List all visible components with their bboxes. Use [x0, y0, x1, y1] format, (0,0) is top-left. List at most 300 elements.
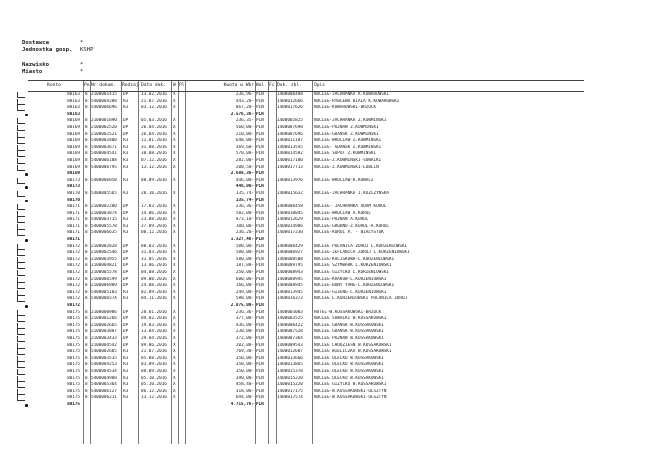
cell-zbl: 1400017180 [277, 157, 303, 163]
table-row [28, 323, 584, 330]
cell-kwota: 236,35- [235, 118, 254, 124]
cell-kwota: 100,00- [235, 223, 254, 229]
cell-wal: PLN [256, 230, 264, 236]
cell-data: 19.03.2016 [141, 322, 167, 328]
cell-zbl: 1400012666 [277, 98, 303, 104]
cell-zbl: 1400008508 [277, 256, 303, 262]
tick-mark [17, 323, 24, 329]
cell-data: 27.09.2016 [141, 223, 167, 229]
cell-po: 8 [85, 329, 88, 335]
cell-konto: 80172 [67, 263, 80, 269]
cell-po: 8 [85, 296, 88, 302]
cell-konto: 80175 [67, 309, 80, 315]
cell-wal: PLN [256, 197, 264, 203]
cell-konto: 80175 [67, 335, 80, 341]
cell-zbl: 1400009795 [277, 263, 303, 269]
cell-rodzaj: R3 [123, 289, 129, 295]
cell-konto: 80173 [67, 177, 80, 183]
cell-po: 8 [85, 289, 88, 295]
tick-mark [17, 211, 24, 217]
cell-po: 8 [85, 164, 88, 170]
cell-zbl: 1400012607 [277, 349, 303, 355]
table-row [28, 145, 584, 152]
cell-rodzaj: DP [123, 243, 129, 249]
cell-kwota: 588,00- [235, 296, 254, 302]
cell-nr: 2100001266 [91, 316, 117, 322]
cell-opis: NOCLEG-W.KOSSAKOWSKI-OLSZTYN [314, 395, 387, 401]
cell-rodzaj: DP [123, 204, 129, 210]
cell-po: 8 [85, 190, 88, 196]
cell-rodzaj: R3 [123, 190, 129, 196]
table-row [28, 244, 584, 251]
cell-kwota: 350,00- [235, 368, 254, 374]
cell-data: 31.03.2016 [141, 250, 167, 256]
header-line-supplier: Dostawca * [22, 40, 84, 46]
cell-w: X [173, 250, 176, 256]
cell-rodzaj: DP [123, 283, 129, 289]
cell-konto: 80172 [67, 296, 80, 302]
cell-rodzaj: DP [123, 276, 129, 282]
cell-zbl: 1400015220 [277, 382, 303, 388]
cell-konto: 80171 [67, 223, 80, 229]
cell-opis: NOCLEG-POZNAN Z.KOWMINSKI [314, 124, 379, 130]
cell-rodzaj: DP [123, 342, 129, 348]
cell-wal: PLN [256, 322, 264, 328]
cell-po: 8 [85, 335, 88, 341]
cell-wal: PLN [256, 256, 264, 262]
subtotal-row [28, 184, 584, 191]
cell-nr: 2100001415 [91, 92, 117, 97]
cell-nr: 5400004534 [91, 368, 117, 374]
cell-kwota: 446,00- [235, 177, 254, 183]
cell-nr: 5400003715 [91, 217, 117, 223]
cell-rodzaj: R3 [123, 223, 129, 229]
cell-data: 03.12.2016 [141, 105, 167, 111]
table-row [28, 263, 584, 270]
cell-kwota: 282,00- [235, 157, 254, 163]
cell-zbl: 1400005825 [277, 118, 303, 124]
cell-rodzaj: DP [123, 270, 129, 276]
cell-nr: 2100003074 [91, 210, 117, 216]
table-row [28, 211, 584, 218]
cell-wal: PLN [256, 243, 264, 249]
cell-w: X [173, 289, 176, 295]
cell-po: 8 [85, 223, 88, 229]
cell-zbl: 1400006927 [277, 250, 303, 256]
cell-po: 8 [85, 105, 88, 111]
table-row [28, 250, 584, 257]
cell-rodzaj: DP [123, 263, 129, 269]
column-header-opis: Opis [314, 83, 326, 88]
cell-opis: NOCLEG OLECKO W.KOSSAKOWSKI [314, 362, 384, 368]
tick-mark [17, 250, 24, 256]
cell-opis: NOCLEG OLECKO W.KOSSAKOWSKI [314, 355, 384, 361]
cell-data: 26.04.2016 [141, 124, 167, 130]
table-row [28, 105, 584, 112]
cell-zbl: 1400017574 [277, 395, 303, 401]
cell-kwota: 560,00- [235, 124, 254, 130]
cell-w: X [173, 124, 176, 130]
cell-zbl: 1400013545 [277, 144, 303, 150]
cell-zbl: 1400013976 [277, 177, 303, 183]
column-header-wal: Wal [256, 83, 265, 88]
cell-konto: 80172 [67, 289, 80, 295]
cell-data: 09.02.2016 [141, 316, 167, 322]
cell-po: 8 [85, 349, 88, 355]
cell-data: 05.03.2016 [141, 118, 167, 124]
cell-konto: 80171 [67, 204, 80, 210]
cell-rodzaj: DP [123, 210, 129, 216]
tick-mark [17, 296, 24, 302]
cell-konto: 80175 [67, 342, 80, 348]
column-header-po: Po [84, 83, 90, 88]
cell-kwota: 135,74- [235, 197, 254, 203]
cell-data: 04.11.2016 [141, 296, 167, 302]
table-row [28, 283, 584, 290]
cell-rodzaj: R3 [123, 230, 129, 236]
cell-po: 8 [85, 270, 88, 276]
cell-nr: 2100000986 [91, 309, 117, 315]
cell-konto: 80170 [67, 190, 80, 196]
cell-konto: 80172 [67, 243, 80, 249]
tick-mark [17, 151, 24, 157]
cell-nr: 2100002828 [91, 243, 117, 249]
cell-rodzaj: R3 [123, 98, 129, 104]
cell-wal: PLN [256, 217, 264, 223]
cell-zbl: 1400007696 [277, 131, 303, 137]
tick-mark [17, 277, 24, 283]
cell-zbl: 1400013666 [277, 355, 303, 361]
cell-wal: PLN [256, 98, 264, 104]
cell-konto: 80163 [67, 98, 80, 104]
cell-konto: 80175 [67, 316, 80, 322]
cell-opis: NOCLEG WIELICZKA W.KOSSAKOWSKI [314, 349, 392, 355]
cell-nr: 5400002800 [91, 138, 117, 144]
cell-zbl: 1400008945 [277, 276, 303, 282]
cell-w: X [173, 144, 176, 150]
cell-data: 29.04.2016 [141, 335, 167, 341]
cell-wal: PLN [256, 184, 264, 190]
column-header-nr: Nr dokum. [91, 83, 116, 88]
cell-kwota: 230,00- [235, 329, 254, 335]
cell-w: X [173, 243, 176, 249]
cell-zbl: 1400006422 [277, 322, 303, 328]
cell-wal: PLN [256, 118, 264, 124]
cell-rodzaj: R3 [123, 349, 129, 355]
tick-mark [17, 230, 24, 236]
cell-nr: 5400004988 [91, 375, 117, 381]
cell-po: 8 [85, 263, 88, 269]
cell-konto: 80172 [67, 283, 80, 289]
cell-rodzaj: R3 [123, 138, 129, 144]
cell-data: 02.09.2016 [141, 289, 167, 295]
header-line-surname: Nazwisko * [22, 62, 84, 68]
cell-zbl: 1400013865 [277, 362, 303, 368]
cell-nr: 2100002280 [91, 204, 117, 210]
cell-kwota: 390,00- [235, 375, 254, 381]
cell-data: 05.08.2016 [141, 355, 167, 361]
cell-opis: NOCLEG L.KORZENIOWSKI POLANICA ZDROJ [314, 296, 408, 302]
cell-rodzaj: R3 [123, 164, 129, 170]
cell-w: X [173, 131, 176, 137]
cell-konto: 80175 [67, 375, 80, 381]
cell-opis: NOCLEG-WROCLAW Z.KOWMINSKI [314, 138, 382, 144]
column-header-data: Data dok. [141, 83, 166, 88]
cell-po: 8 [85, 98, 88, 104]
cell-kwota: 236,36- [235, 309, 254, 315]
cell-opis: NOCLEG-WROCLAW-K.KOWACZ [314, 177, 374, 183]
cell-data: 24.08.2016 [141, 283, 167, 289]
tick-mark [17, 132, 24, 138]
tick-mark [17, 92, 24, 98]
cell-zbl: 1400015220 [277, 375, 303, 381]
cell-po: 8 [85, 368, 88, 374]
cell-konto: 80169 [67, 144, 80, 150]
cell-wal: PLN [256, 204, 264, 210]
cell-kwota: 570,00- [235, 151, 254, 157]
table-row [28, 362, 584, 369]
cell-konto: 80175 [67, 329, 80, 335]
cell-w: X [173, 316, 176, 322]
tick-mark [17, 204, 24, 210]
cell-nr: 2100004542 [91, 342, 117, 348]
cell-opis: HOTEL-W.KOSSAKOWSKI-BRZOCK [314, 309, 382, 315]
cell-konto: 80169 [67, 124, 80, 130]
cell-rodzaj: DP [123, 335, 129, 341]
cell-nr: 5400006211 [91, 395, 117, 401]
column-header-fc: Fc [269, 83, 275, 88]
cell-wal: PLN [256, 296, 264, 302]
cell-zbl: 1400012629 [277, 217, 303, 223]
cell-data: 08.12.2016 [141, 230, 167, 236]
cell-nr: 5400006050 [91, 177, 117, 183]
cell-w: X [173, 98, 176, 104]
cell-konto: 80169 [67, 164, 80, 170]
cell-kwota: 377,00- [235, 316, 254, 322]
cell-data: 11.01.2016 [141, 138, 167, 144]
cell-zbl: 1400013945 [277, 289, 303, 295]
cell-w: X [173, 223, 176, 229]
subtotal-row [28, 402, 584, 409]
tick-mark [17, 336, 24, 342]
line-items-table [28, 80, 584, 409]
table-row [28, 369, 584, 376]
cell-po: 8 [85, 144, 88, 150]
cell-po: 8 [85, 118, 88, 124]
cell-rodzaj: R3 [123, 144, 129, 150]
tick-mark [17, 310, 24, 316]
cell-wal: PLN [256, 105, 264, 111]
cell-opis: NOCLEG OLECKO W.KOSSAKOWSKI [314, 375, 384, 381]
cell-kwota: 582,00- [235, 210, 254, 216]
cell-konto: 80169 [67, 138, 80, 144]
cell-opis: NOCLEG GIZYCKO W.KOSSAKOWSKI [314, 382, 387, 388]
cell-konto: 80171 [67, 210, 80, 216]
tick-mark [17, 270, 24, 276]
cell-rodzaj: R3 [123, 362, 129, 368]
tick-mark [17, 165, 24, 171]
table-row [28, 336, 584, 343]
tick-mark [17, 369, 24, 375]
cell-konto: 80175 [67, 362, 80, 368]
cell-rodzaj: R3 [123, 375, 129, 381]
cell-wal: PLN [256, 401, 264, 407]
tick-mark [17, 290, 24, 296]
cell-w: X [173, 362, 176, 368]
cell-wal: PLN [256, 223, 264, 229]
cell-nr: 5400002605 [91, 349, 117, 355]
table-row [28, 356, 584, 363]
cell-rodzaj: DP [123, 316, 129, 322]
table-row [28, 204, 584, 211]
cell-w: X [173, 230, 176, 236]
cell-kwota: 694,00- [235, 395, 254, 401]
cell-wal: PLN [256, 329, 264, 335]
cell-opis: NOCLEG SZYMBARK L.KORZENIOWSKI [314, 263, 392, 269]
cell-kwota: 580,00- [235, 243, 254, 249]
cell-wal: PLN [256, 263, 264, 269]
cell-kwota: 236,36- [235, 204, 254, 210]
cell-kwota: 648,00- [235, 138, 254, 144]
cell-po: 8 [85, 92, 88, 97]
cell-nr: 5400004253 [91, 362, 117, 368]
table-row [28, 395, 584, 402]
cell-opis: NOCLEG-JEFLANICA ZDROJ L.KORZENIOWSKI [314, 250, 410, 256]
cell-opis: NOCLEG- GDANSK Z.KOWMINSKI [314, 144, 382, 150]
column-header-zbl: Dok. zbl. [277, 83, 302, 88]
cell-po: 8 [85, 309, 88, 315]
cell-zbl: 1400017175 [277, 388, 303, 394]
cell-nr: 2100001890 [91, 118, 117, 124]
cell-zbl: 1400008945 [277, 283, 303, 289]
cell-kwota: 2.875,00- [230, 303, 254, 308]
cell-rodzaj: DP [123, 92, 129, 97]
table-row [28, 178, 584, 185]
cell-opis: NOCLEG-GDANSK Z.KOWMINSKI [314, 131, 379, 137]
cell-w: X [173, 368, 176, 374]
cell-po: 8 [85, 322, 88, 328]
cell-konto: 80172 [67, 276, 80, 282]
cell-rodzaj: DP [123, 329, 129, 335]
cell-konto: 80175 [67, 349, 80, 355]
cell-zbl: 1400003525 [277, 316, 303, 322]
header-line-city: Miasto * [22, 69, 84, 75]
column-header-pl: Pl [179, 83, 185, 88]
tick-mark [17, 224, 24, 230]
cell-opis: NOCLEG-KRAKOW-L.KORZENIOWSKI [314, 276, 387, 282]
cell-w: X [173, 164, 176, 170]
cell-konto: 80169 [67, 118, 80, 124]
cell-wal: PLN [256, 164, 264, 170]
subtotal-row [28, 171, 584, 178]
subtotal-row [28, 303, 584, 310]
tick-mark [17, 395, 24, 401]
table-row [28, 92, 584, 99]
cell-nr: 5400006574 [91, 296, 117, 302]
cell-opis: NOCLEG- JACHRANKA ADAM KOROL [314, 204, 387, 210]
table-row [28, 151, 584, 158]
cell-data: 08.09.2016 [141, 368, 167, 374]
table-row [28, 316, 584, 323]
cell-data: 26.04.2016 [141, 131, 167, 137]
cell-zbl: 1400007698 [277, 124, 303, 130]
cell-data: 23.08.2016 [141, 217, 167, 223]
cell-nr: 2100005578 [91, 270, 117, 276]
cell-wal: PLN [256, 190, 264, 196]
cell-nr: 2100006599 [91, 276, 117, 282]
cell-kwota: 4.715,76- [230, 401, 254, 407]
cell-kwota: 249,00- [235, 289, 254, 295]
cell-wal: PLN [256, 237, 264, 243]
cell-po: 8 [85, 138, 88, 144]
column-header-konto: Konto [47, 83, 61, 88]
cell-rodzaj: R3 [123, 157, 129, 163]
cell-po: 8 [85, 204, 88, 210]
cell-rodzaj: DP [123, 256, 129, 262]
cell-w: X [173, 177, 176, 183]
cell-data: 21.07.2016 [141, 98, 167, 104]
cell-kwota: 210,00- [235, 131, 254, 137]
cell-kwota: 135,74- [235, 190, 254, 196]
cell-zbl: 1400017626 [277, 105, 303, 111]
tick-mark [17, 125, 24, 131]
cell-data: 20.10.2016 [141, 190, 167, 196]
cell-wal: PLN [256, 309, 264, 315]
tick-mark [17, 138, 24, 144]
cell-zbl: 1400014986 [277, 223, 303, 229]
cell-rodzaj: R3 [123, 177, 129, 183]
cell-konto: 80175 [67, 355, 80, 361]
cell-opis: NOCLEG-BONY YANG-L.KORZENIOWSKI [314, 283, 395, 289]
cell-po: 8 [85, 230, 88, 236]
cell-po: 8 [85, 177, 88, 183]
cell-po: 8 [85, 157, 88, 163]
cell-wal: PLN [256, 138, 264, 144]
cell-po: 8 [85, 256, 88, 262]
cell-konto: 80175 [67, 322, 80, 328]
cell-opis: NOCLEG POLANICA ZDROJ L.KORZENIOWSKI [314, 243, 408, 249]
cell-po: 8 [85, 355, 88, 361]
cell-w: X [173, 388, 176, 394]
table-row [28, 382, 584, 389]
cell-wal: PLN [256, 151, 264, 157]
cell-konto: 80175 [67, 368, 80, 374]
cell-data: 03.09.2016 [141, 362, 167, 368]
table-row [28, 277, 584, 284]
cell-data: 17.03.2016 [141, 204, 167, 210]
cell-wal: PLN [256, 342, 264, 348]
cell-data: 04.08.2016 [141, 270, 167, 276]
cell-kwota: 187,00- [235, 263, 254, 269]
cell-nr: 5400005103 [91, 289, 117, 295]
subtotal-row [28, 237, 584, 244]
cell-rodzaj: R3 [123, 382, 129, 388]
table-row [28, 349, 584, 356]
cell-po: 8 [85, 124, 88, 130]
cell-w: X [173, 210, 176, 216]
cell-nr: 2100003433 [91, 335, 117, 341]
cell-wal: PLN [256, 276, 264, 282]
cell-data: 05.10.2016 [141, 382, 167, 388]
cell-nr: 5400003671 [91, 144, 117, 150]
column-header-kwota: Kwota w Wbr [223, 83, 254, 88]
tick-mark [17, 257, 24, 263]
cell-wal: PLN [256, 355, 264, 361]
cell-opis: NOCLEG POZNAN W.KOSSAKOWSKI [314, 335, 384, 341]
table-body [28, 92, 584, 409]
tick-mark [17, 343, 24, 349]
cell-po: 8 [85, 250, 88, 256]
